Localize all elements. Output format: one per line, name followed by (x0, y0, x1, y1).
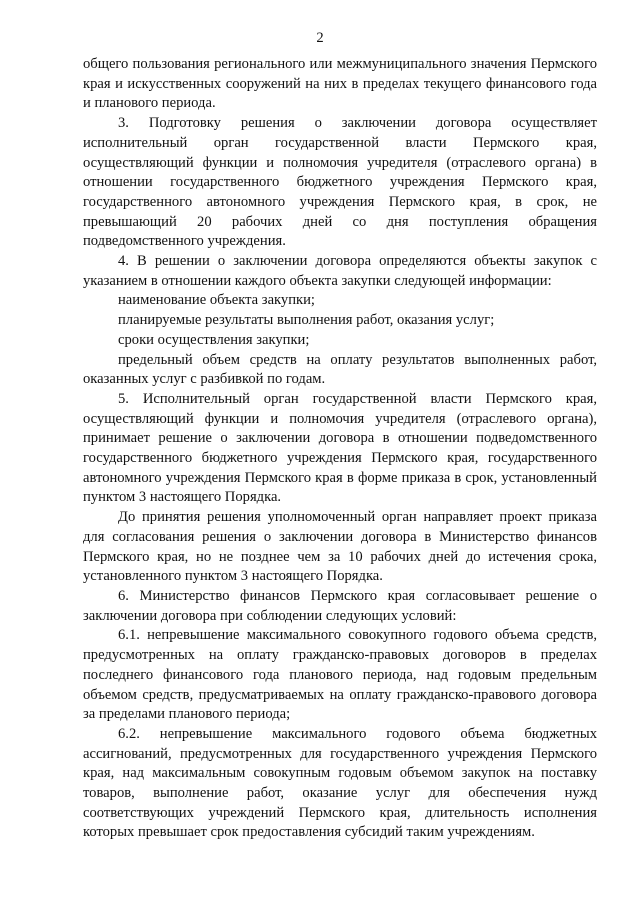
paragraph-approval-submission: До принятия решения уполномоченный орган направляет проект приказа для согласования решения о заключении договора в Министерство финансов Пермского края, но не позднее чем за 10 рабочих дней до истечения срока, установленного пунктом 3 настоящего Порядка. (83, 509, 597, 585)
page-number: 2 (316, 30, 324, 46)
list-item-funds-limit: предельный объем средств на оплату результатов выполненных работ, оказанных услуг с разбивкой по годам. (83, 351, 597, 388)
paragraph-clause-6-2: 6.2. непревышение максимального годового объема бюджетных ассигнований, предусмотренных для государственного учреждения Пермского края, над максимальным совокупным годовым объемом закупок на поставку товаров, выполнение работ, оказание услуг для обеспечения нужд соответствующих учреждений Пермского края, длительность исполнения которых превышает срок предоставления субсидий таким учреждениям. (83, 725, 597, 841)
paragraph-clause-5: 5. Исполнительный орган государственной власти Пермского края, осуществляющий функции и полномочия учредителя (отраслевого органа), принимает решение о заключении договора в отношении подведомственного государственного бюджетного учреждения Пермского края, государственного автономного учреждения Пермского края в форме приказа в срок, установленный пунктом 3 настоящего Порядка. (83, 390, 597, 506)
paragraph-clause-3: 3. Подготовку решения о заключении договора осуществляет исполнительный орган государственной власти Пермского края, осуществляющий функции и полномочия учредителя (отраслевого органа) в отношении государственного бюджетного учреждения Пермского края, государственного автономного учреждения Пермского края, в срок, не превышающий 20 рабочих дней со дня поступления обращения подведомственного учреждения. (83, 115, 597, 250)
list-item-procurement-terms: сроки осуществления закупки; (118, 331, 310, 348)
paragraph-clause-6-1: 6.1. непревышение максимального совокупного годового объема средств, предусмотренных на оплату гражданско-правовых договоров в пределах последнего финансового года планового периода, над годовым предельным объемом средств, предусматриваемых на оплату гражданско-правового договора за пределами планового периода; (83, 627, 597, 723)
list-item-procurement-name: наименование объекта закупки; (118, 292, 315, 309)
paragraph-clause-4: 4. В решении о заключении договора определяются объекты закупок с указанием в отношении каждого объекта закупки следующей информации: (83, 253, 597, 289)
list-item-planned-results: планируемые результаты выполнения работ, оказания услуг; (118, 312, 495, 329)
document-body (83, 55, 597, 843)
paragraph-clause-6: 6. Министерство финансов Пермского края согласовывает решение о заключении договора при соблюдении следующих условий: (83, 587, 597, 624)
paragraph-continuation: общего пользования регионального или межмуниципального значения Пермского края и искусственных сооружений на них в пределах текущего финансового года и планового периода. (83, 56, 597, 112)
